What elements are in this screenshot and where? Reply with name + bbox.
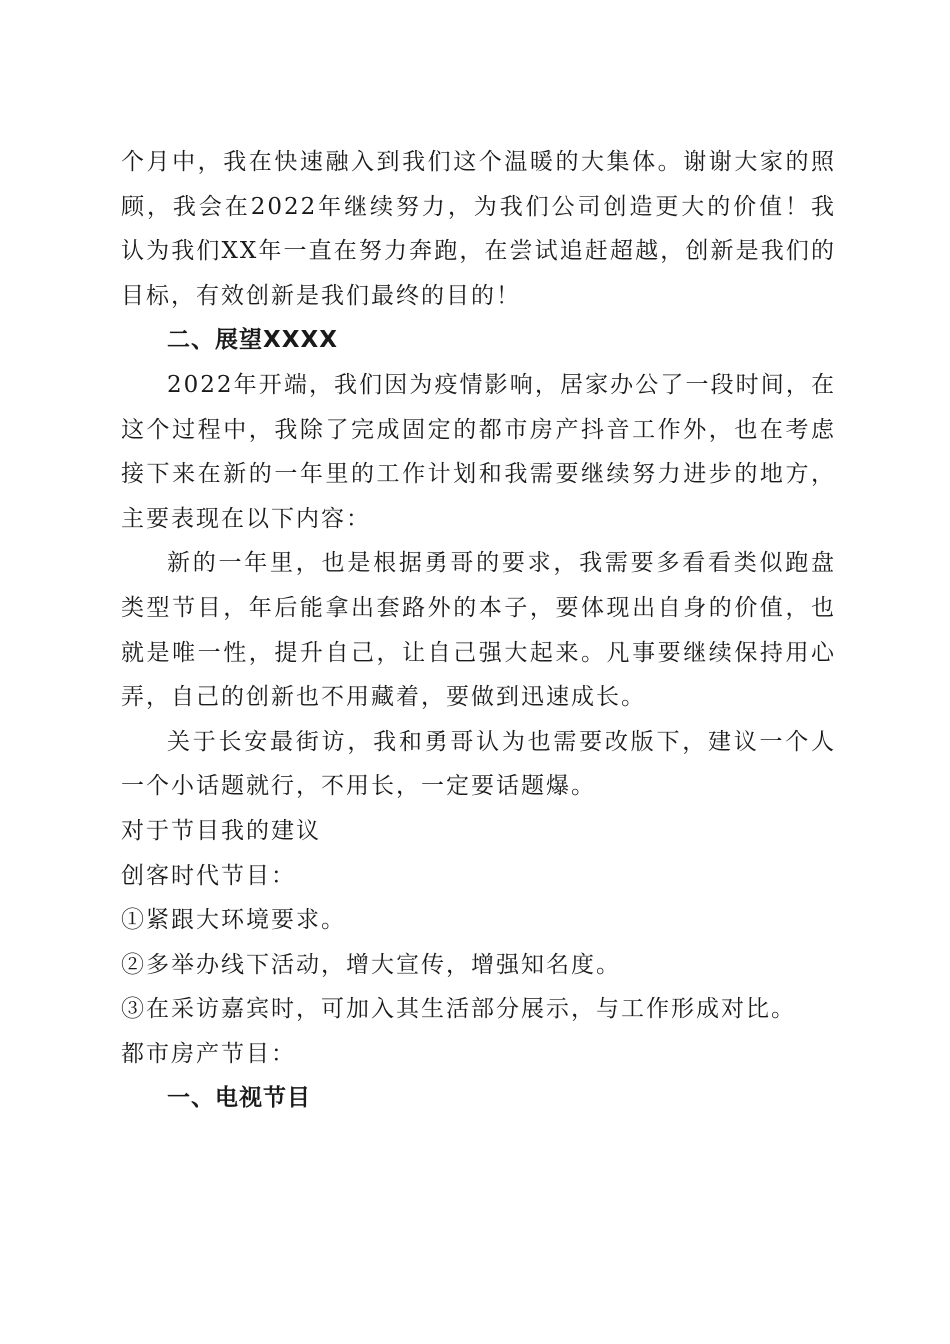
paragraph-new-year-start: 2022年开端，我们因为疫情影响，居家办公了一段时间，在这个过程中，我除了完成固定的都市房产抖音工作外，也在考虑接下来在新的一年里的工作计划和我需要继续努力进步的地方，主要表现在以下内容：: [121, 371, 836, 532]
maker-era-program-label: 创客时代节目：: [121, 862, 296, 889]
program-suggestions-heading: 对于节目我的建议: [121, 817, 321, 844]
paragraph-new-year-plan: 新的一年里，也是根据勇哥的要求，我需要多看看类似跑盘类型节目，年后能拿出套路外的本子，要体现出自身的价值，也就是唯一性，提升自己，让自己强大起来。凡事要继续保持用心弄，自己的创新也不用藏着，要做到迅速成长。: [121, 550, 836, 711]
section-heading-outlook: 二、展望XXXX: [167, 327, 338, 354]
paragraph-continuation: 个月中，我在快速融入到我们这个温暖的大集体。谢谢大家的照顾，我会在2022年继续努力，为我们公司创造更大的价值！我认为我们XX年一直在努力奔跑，在尝试追赶超越，创新是我们的目标，有效创新是我们最终的目的！: [121, 149, 836, 309]
list-item: ①紧跟大环境要求。: [121, 907, 346, 934]
section-heading-tv-program: 一、电视节目: [167, 1085, 311, 1112]
urban-real-estate-program-label: 都市房产节目：: [121, 1040, 296, 1067]
list-item: ③在采访嘉宾时，可加入其生活部分展示，与工作形成对比。: [121, 996, 796, 1023]
document-body: [121, 140, 836, 1121]
list-item: ②多举办线下活动，增大宣传，增强知名度。: [121, 951, 621, 978]
paragraph-street-interview: 关于长安最街访，我和勇哥认为也需要改版下，建议一个人一个小话题就行，不用长，一定要话题爆。: [121, 728, 836, 800]
